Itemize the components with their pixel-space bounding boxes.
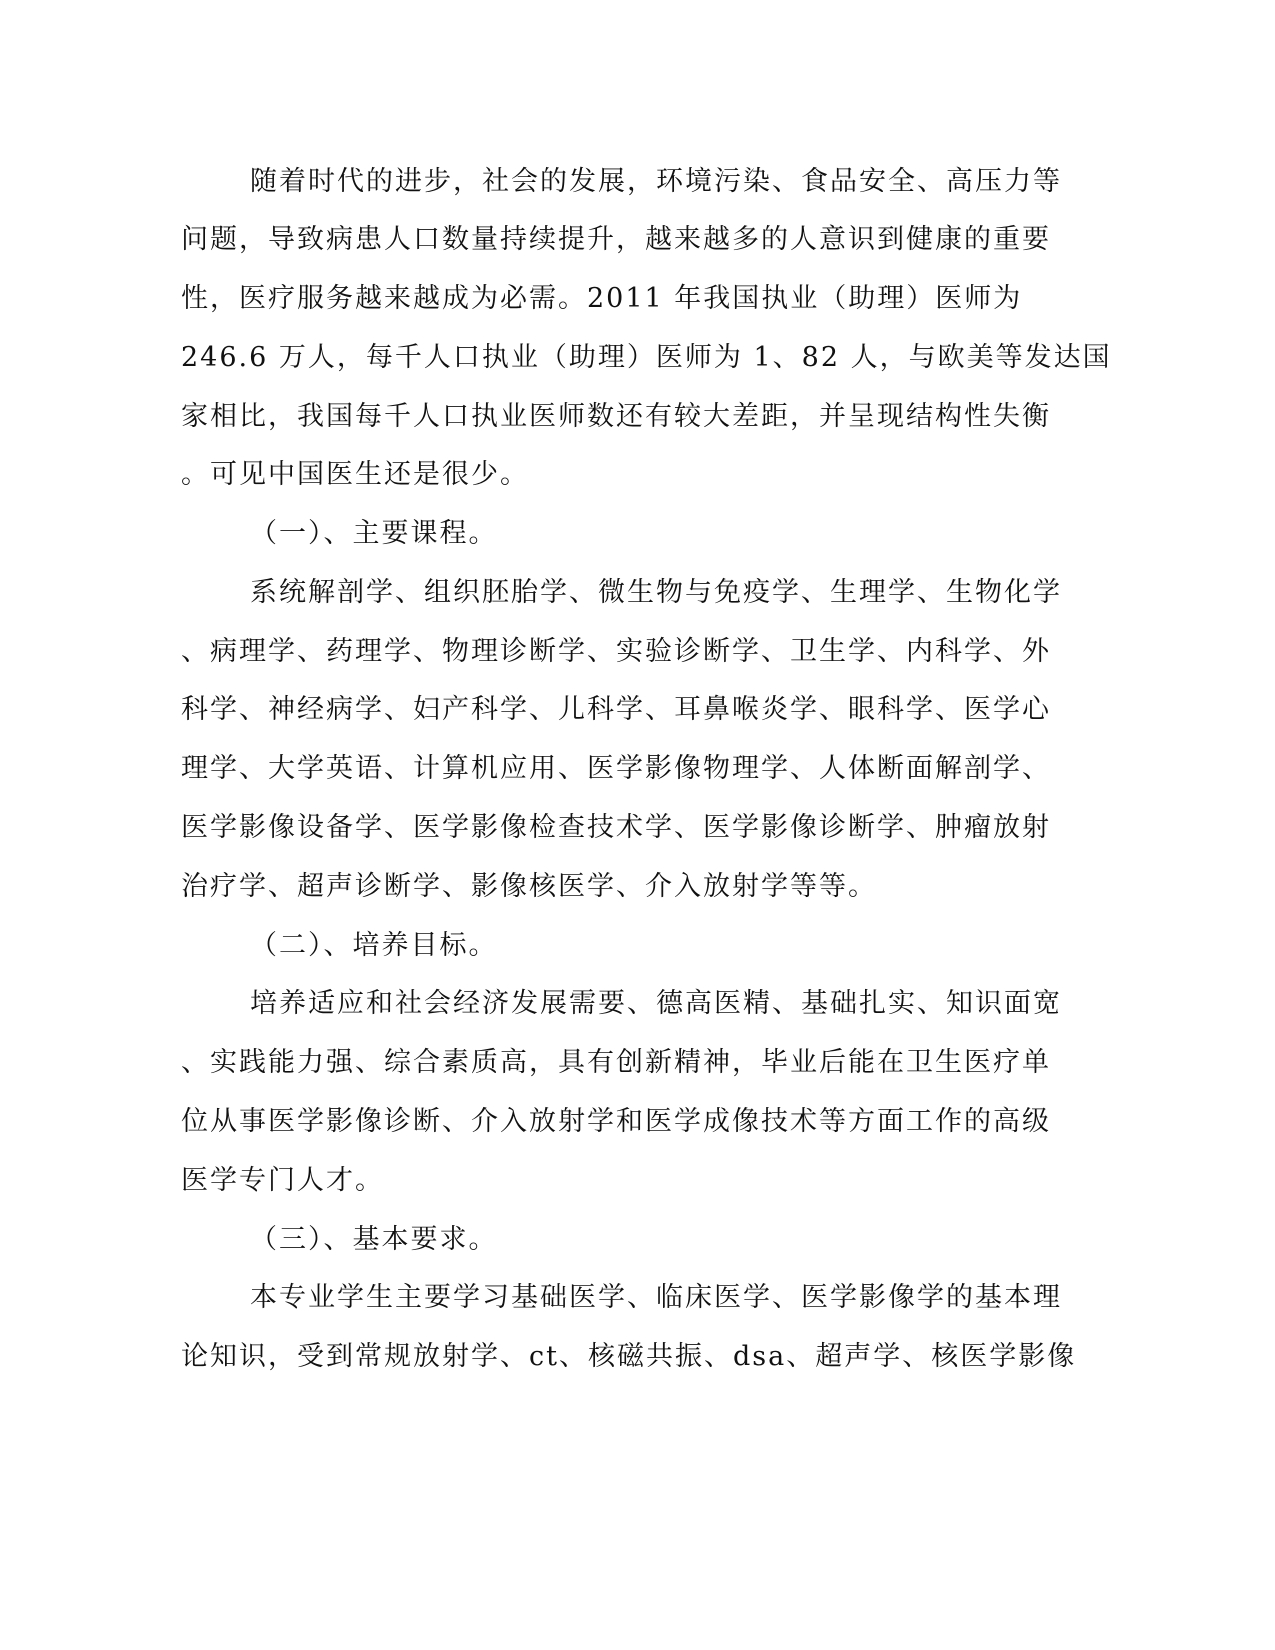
paragraph-line: 论知识，受到常规放射学、ct、核磁共振、dsa、超声学、核医学影像 xyxy=(181,1341,1077,1372)
paragraph-line: 位从事医学影像诊断、介入放射学和医学成像技术等方面工作的高级 xyxy=(181,1106,1051,1137)
paragraph-line: 家相比，我国每千人口执业医师数还有较大差距，并呈现结构性失衡 xyxy=(181,401,1051,432)
paragraph-line: 随着时代的进步，社会的发展，环境污染、食品安全、高压力等 xyxy=(250,166,1062,197)
paragraph-line: 医学专门人才。 xyxy=(181,1165,384,1196)
paragraph-line: 、实践能力强、综合素质高，具有创新精神，毕业后能在卫生医疗单 xyxy=(181,1047,1051,1078)
paragraph-line: 科学、神经病学、妇产科学、儿科学、耳鼻喉炎学、眼科学、医学心 xyxy=(181,694,1051,725)
section-heading: （一）、主要课程。 xyxy=(250,518,498,549)
paragraph-line: 理学、大学英语、计算机应用、医学影像物理学、人体断面解剖学、 xyxy=(181,753,1051,784)
paragraph-line: 治疗学、超声诊断学、影像核医学、介入放射学等等。 xyxy=(181,871,877,902)
paragraph-line: 、病理学、药理学、物理诊断学、实验诊断学、卫生学、内科学、外 xyxy=(181,636,1051,667)
paragraph-line: 问题，导致病患人口数量持续提升，越来越多的人意识到健康的重要 xyxy=(181,224,1051,255)
paragraph-line: 培养适应和社会经济发展需要、德高医精、基础扎实、知识面宽 xyxy=(250,988,1062,1019)
paragraph-line: 性，医疗服务越来越成为必需。2011 年我国执业（助理）医师为 xyxy=(181,283,1023,314)
paragraph-line: 系统解剖学、组织胚胎学、微生物与免疫学、生理学、生物化学 xyxy=(250,577,1062,608)
paragraph-line: 医学影像设备学、医学影像检查技术学、医学影像诊断学、肿瘤放射 xyxy=(181,812,1051,843)
paragraph-line: 本专业学生主要学习基础医学、临床医学、医学影像学的基本理 xyxy=(250,1282,1062,1313)
paragraph-line: 246.6 万人，每千人口执业（助理）医师为 1、82 人，与欧美等发达国 xyxy=(181,342,1112,373)
section-heading: （二）、培养目标。 xyxy=(250,930,498,961)
paragraph-line: 。可见中国医生还是很少。 xyxy=(181,459,529,490)
section-heading: （三）、基本要求。 xyxy=(250,1224,498,1255)
